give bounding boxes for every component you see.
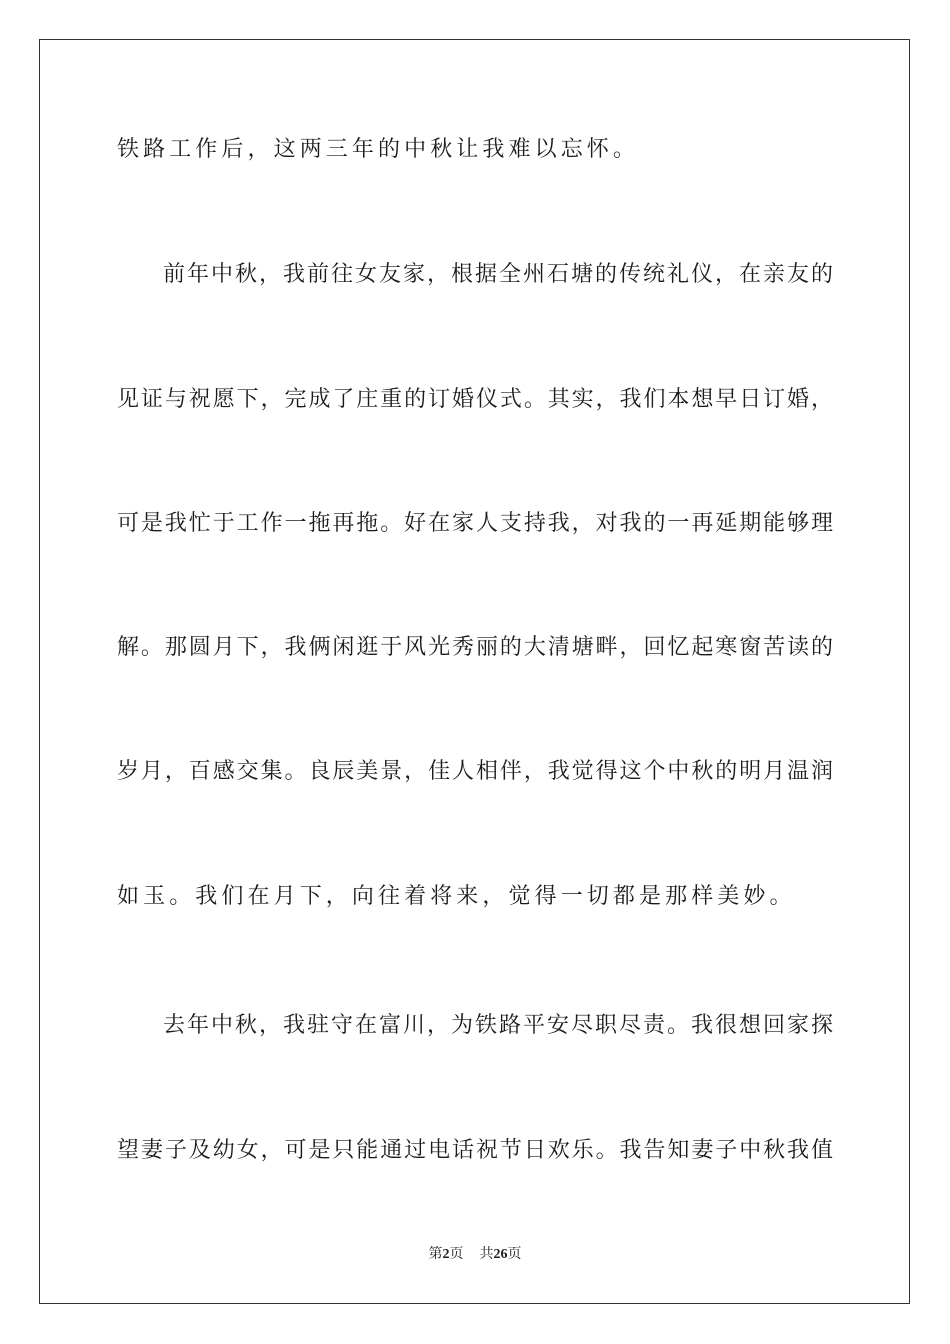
page-number: 2 xyxy=(442,1247,450,1262)
total-suffix: 页 xyxy=(507,1246,522,1262)
text-line: 铁路工作后，这两三年的中秋让我难以忘怀。 xyxy=(117,137,640,162)
text-line: 可是我忙于工作一拖再拖。好在家人支持我，对我的一再延期能够理 xyxy=(117,511,833,536)
text-line: 岁月，百感交集。良辰美景，佳人相伴，我觉得这个中秋的明月温润 xyxy=(117,759,833,784)
text-line: 解。那圆月下，我俩闲逛于风光秀丽的大清塘畔，回忆起寒窗苦读的 xyxy=(117,635,833,660)
page-suffix: 页 xyxy=(449,1246,464,1262)
text-line: 见证与祝愿下，完成了庄重的订婚仪式。其实，我们本想早日订婚， xyxy=(117,387,833,412)
page-prefix: 第 xyxy=(428,1246,443,1262)
page-footer xyxy=(0,1245,950,1264)
text-line: 望妻子及幼女，可是只能通过电话祝节日欢乐。我告知妻子中秋我值 xyxy=(117,1138,833,1163)
text-line: 前年中秋，我前往女友家，根据全州石塘的传统礼仪，在亲友的 xyxy=(163,262,833,287)
total-prefix: 共 xyxy=(479,1246,494,1262)
text-line: 去年中秋，我驻守在富川，为铁路平安尽职尽责。我很想回家探 xyxy=(163,1013,833,1038)
total-pages: 26 xyxy=(493,1247,508,1262)
text-line: 如玉。我们在月下，向往着将来，觉得一切都是那样美妙。 xyxy=(117,884,796,909)
page-border xyxy=(39,39,910,1304)
